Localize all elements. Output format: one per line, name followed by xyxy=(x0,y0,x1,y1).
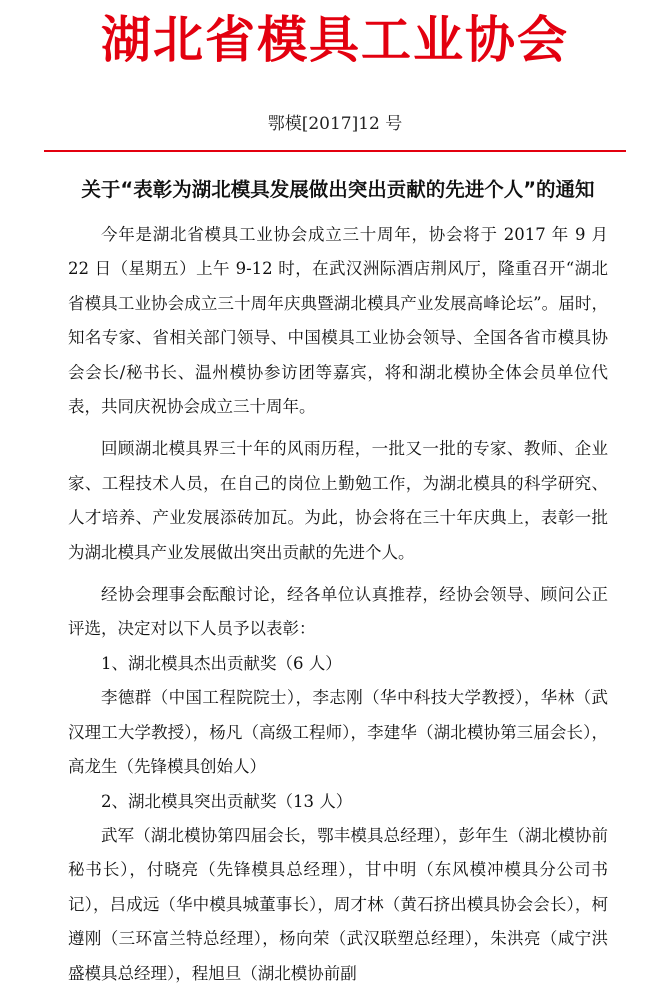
notice-title: 关于“表彰为湖北模具发展做出突出贡献的先进个人”的通知 xyxy=(81,178,595,201)
award-1-people: 李德群（中国工程院院士），李志刚（华中科技大学教授），华林（武汉理工大学教授），杨凡（高级工程师），李建华（湖北模协第三届会长），高龙生（先锋模具创始人） xyxy=(68,688,608,777)
org-title: 湖北省模具工业协会 xyxy=(101,11,569,69)
header-divider xyxy=(44,150,626,152)
paragraph-decision: 经协会理事会酝酿讨论，经各单位认真推荐，经协会领导、顾问公正评选，决定对以下人员予以表彰： xyxy=(68,585,608,639)
notice-body xyxy=(68,218,608,991)
award-2-heading: 2、湖北模具突出贡献奖（13 人） xyxy=(101,791,353,811)
paragraph-intro: 今年是湖北省模具工业协会成立三十周年，协会将于 2017 年 9 月 22 日（星期五）上午 9-12 时，在武汉洲际酒店荆风厅，隆重召开“湖北省模具工业协会成立三十周年庆典暨湖北模具产业发展高峰论坛”。届时，知名专家、省相关部门领导、中国模具工业协会领导、全国各省市模具协会会长/秘书长、温州模协参访团等嘉宾，将和湖北模协全体会员单位代表，共同庆祝协会成立三十周年。 xyxy=(68,225,608,417)
award-1-heading: 1、湖北模具杰出贡献奖（6 人） xyxy=(101,653,342,673)
award-2-people: 武军（湖北模协第四届会长，鄂丰模具总经理），彭年生（湖北模协前秘书长），付晓亮（先锋模具总经理），甘中明（东风模冲模具分公司书记），吕成远（华中模具城董事长），周才林（黄石挤出模具协会会长），柯遵刚（三环富兰特总经理），杨向荣（武汉联塑总经理），朱洪亮（咸宁洪盛模具总经理），程旭旦（湖北模协前副 xyxy=(68,825,608,983)
doc-number: 鄂模[2017]12 号 xyxy=(267,114,403,134)
paragraph-review: 回顾湖北模具界三十年的风雨历程，一批又一批的专家、教师、企业家、工程技术人员，在自己的岗位上勤勉工作，为湖北模具的科学研究、人才培养、产业发展添砖加瓦。为此，协会将在三十年庆典上，表彰一批为湖北模具产业发展做出突出贡献的先进个人。 xyxy=(68,439,608,562)
